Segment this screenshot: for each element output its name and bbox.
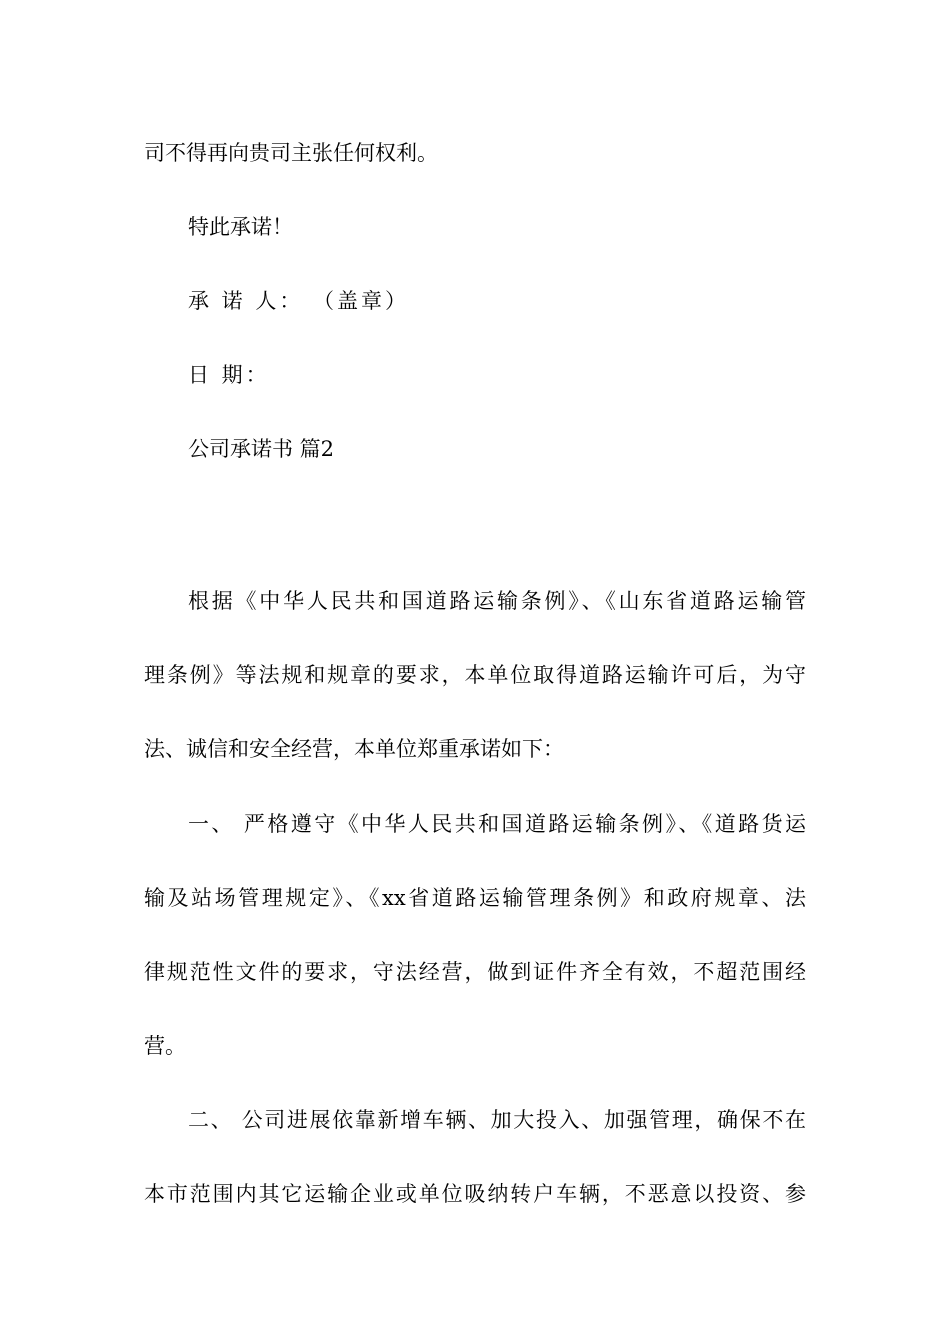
paragraph-line-1: 司不得再向贵司主张任何权利。 xyxy=(144,141,438,165)
intro-paragraph-line-2: 理条例》等法规和规章的要求，本单位取得道路运输许可后，为守 xyxy=(144,663,806,687)
intro-paragraph-line-1: 根据《中华人民共和国道路运输条例》、《山东省道路运输管 xyxy=(188,589,806,613)
clause-one-line-2: 输及站场管理规定》、《xx省道路运输管理条例》和政府规章、法 xyxy=(144,886,806,910)
clause-one-line-4: 营。 xyxy=(144,1034,186,1058)
clause-two-line-1: 二、 公司进展依靠新增车辆、加大投入、加强管理，确保不在 xyxy=(188,1108,806,1132)
promisor-signature-line: 承 诺 人： （盖章） xyxy=(188,289,410,313)
date-line: 日 期： xyxy=(188,363,270,387)
clause-one-line-1: 一、 严格遵守《中华人民共和国道路运输条例》、《道路货运 xyxy=(188,812,806,836)
section-title: 公司承诺书 篇2 xyxy=(188,437,335,461)
clause-two-line-2: 本市范围内其它运输企业或单位吸纳转户车辆，不恶意以投资、参 xyxy=(144,1182,806,1206)
closing-statement: 特此承诺！ xyxy=(188,215,293,239)
intro-paragraph-line-3: 法、诚信和安全经营，本单位郑重承诺如下： xyxy=(144,737,564,761)
clause-one-line-3: 律规范性文件的要求，守法经营，做到证件齐全有效，不超范围经 xyxy=(144,960,806,984)
